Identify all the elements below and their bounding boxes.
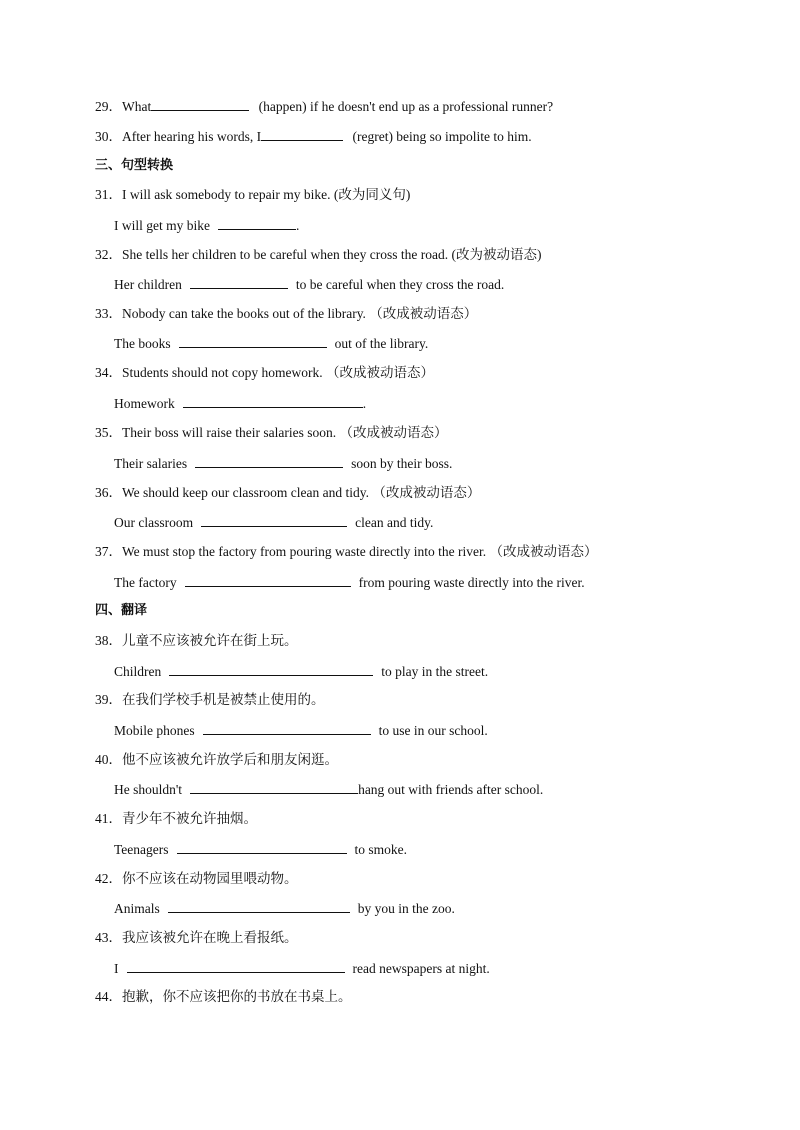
section-heading-3: 三、句型转换 xyxy=(95,158,174,173)
answer-blank-33[interactable] xyxy=(179,334,327,348)
answer-line-31: I will get my bike . xyxy=(114,218,300,233)
answer-line-41: Teenagers to smoke. xyxy=(114,842,408,857)
answer-line-40: He shouldn't hang out with friends after school. xyxy=(114,782,544,797)
question-32: 32．She tells her children to be careful when they cross the road. (改为被动语态) xyxy=(95,247,542,262)
answer-blank-37[interactable] xyxy=(185,573,351,587)
answer-line-42: Animals by you in the zoo. xyxy=(114,901,455,916)
question-34: 34．Students should not copy homework. （改成被动语态） xyxy=(95,365,434,380)
question-42: 42．你不应该在动物园里喂动物。 xyxy=(95,871,298,886)
question-38: 38．儿童不应该被允许在街上玩。 xyxy=(95,633,298,648)
answer-blank-40[interactable] xyxy=(190,780,358,794)
question-35: 35．Their boss will raise their salaries soon. （改成被动语态） xyxy=(95,425,448,440)
answer-line-39: Mobile phones to use in our school. xyxy=(114,723,488,738)
answer-blank-41[interactable] xyxy=(177,840,347,854)
question-30: 30．After hearing his words, I (regret) being so impolite to him. xyxy=(95,129,532,144)
answer-blank-32[interactable] xyxy=(190,275,288,289)
answer-blank-36[interactable] xyxy=(201,513,347,527)
answer-blank-38[interactable] xyxy=(169,662,373,676)
answer-line-38: Children to play in the street. xyxy=(114,664,489,679)
answer-blank-30[interactable] xyxy=(261,127,343,141)
answer-blank-42[interactable] xyxy=(168,899,350,913)
question-33: 33．Nobody can take the books out of the library. （改成被动语态） xyxy=(95,306,478,321)
question-39: 39．在我们学校手机是被禁止使用的。 xyxy=(95,692,325,707)
answer-blank-39[interactable] xyxy=(203,721,371,735)
answer-line-43: I read newspapers at night. xyxy=(114,961,490,976)
question-36: 36．We should keep our classroom clean and tidy. （改成被动语态） xyxy=(95,485,481,500)
answer-line-34: Homework . xyxy=(114,396,367,411)
question-43: 43．我应该被允许在晚上看报纸。 xyxy=(95,930,298,945)
question-40: 40．他不应该被允许放学后和朋友闲逛。 xyxy=(95,752,338,767)
question-29: 29．What (happen) if he doesn't end up as a professional runner? xyxy=(95,99,554,114)
answer-line-32: Her children to be careful when they cross the road. xyxy=(114,277,505,292)
answer-line-35: Their salaries soon by their boss. xyxy=(114,456,453,471)
answer-blank-35[interactable] xyxy=(195,454,343,468)
question-37: 37．We must stop the factory from pouring waste directly into the river. （改成被动语态） xyxy=(95,544,598,559)
answer-blank-34[interactable] xyxy=(183,394,363,408)
section-heading-4: 四、翻译 xyxy=(95,603,148,618)
answer-line-37: The factory from pouring waste directly into the river. xyxy=(114,575,585,590)
answer-blank-31[interactable] xyxy=(218,216,296,230)
answer-blank-29[interactable] xyxy=(151,97,249,111)
answer-line-36: Our classroom clean and tidy. xyxy=(114,515,434,530)
question-31: 31．I will ask somebody to repair my bike. (改为同义句) xyxy=(95,187,411,202)
answer-line-33: The books out of the library. xyxy=(114,336,429,351)
question-41: 41．青少年不被允许抽烟。 xyxy=(95,811,257,826)
answer-blank-43[interactable] xyxy=(127,959,345,973)
question-44: 44．抱歉，你不应该把你的书放在书桌上。 xyxy=(95,989,352,1004)
